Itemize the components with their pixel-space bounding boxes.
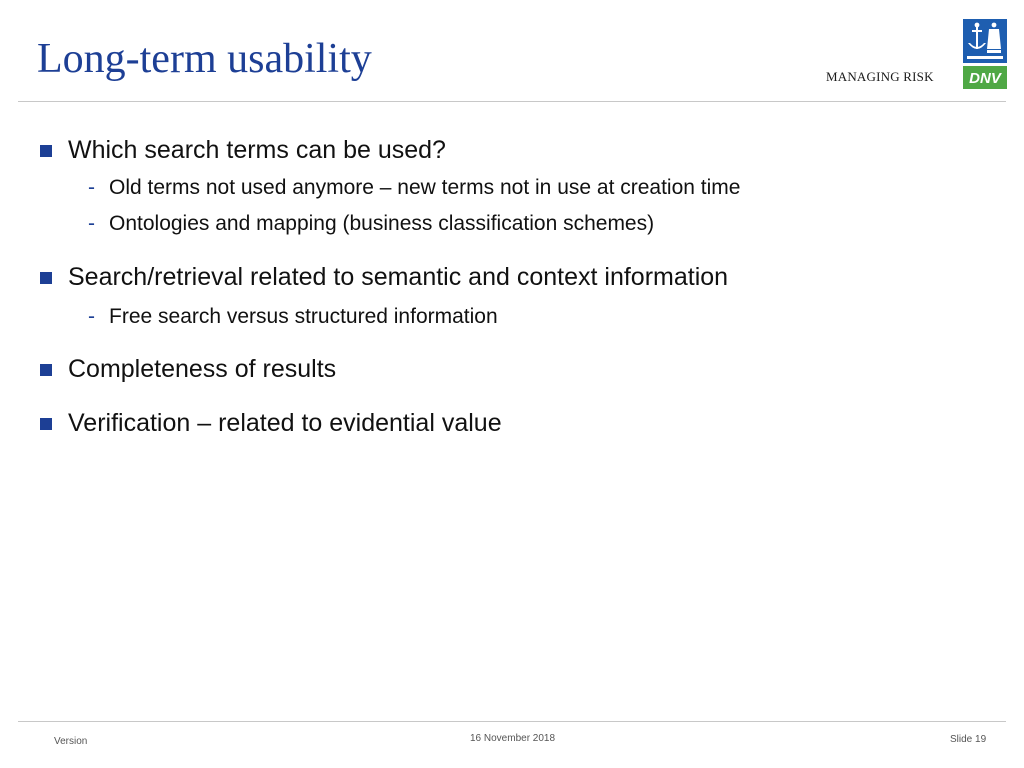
bullet-square-icon xyxy=(40,145,52,157)
footer-slide-number: Slide 19 xyxy=(950,734,987,745)
bullet-text: Which search terms can be used? xyxy=(68,136,446,164)
sub-bullet-item xyxy=(88,176,740,200)
dnv-logo-wordmark xyxy=(963,66,1007,89)
bullet-item xyxy=(40,136,446,165)
bullet-item xyxy=(40,263,728,292)
bullet-text: Search/retrieval related to semantic and context information xyxy=(68,263,729,291)
sub-bullet-dash: - xyxy=(88,305,95,328)
bullet-square-icon xyxy=(40,272,52,284)
dnv-logo-text: DNV xyxy=(969,70,1001,87)
sub-bullet-dash: - xyxy=(88,176,95,199)
managing-risk-tagline: MANAGING RISK xyxy=(826,69,934,84)
header-divider xyxy=(18,101,1006,102)
sub-bullet-item xyxy=(88,305,498,329)
footer-version: Version xyxy=(54,736,88,747)
sub-bullet-item xyxy=(88,212,654,236)
bullet-text: Verification – related to evidential value xyxy=(68,409,502,437)
bullet-square-icon xyxy=(40,364,52,376)
slide-title: Long-term usability xyxy=(37,36,372,82)
sub-bullet-text: Ontologies and mapping (business classification schemes) xyxy=(109,212,655,235)
sub-bullet-dash: - xyxy=(88,212,95,235)
footer-date: 16 November 2018 xyxy=(470,733,556,744)
sub-bullet-text: Old terms not used anymore – new terms not in use at creation time xyxy=(109,176,741,199)
footer-divider xyxy=(18,721,1006,722)
dnv-logo xyxy=(963,19,1007,89)
bullet-item xyxy=(40,409,502,438)
bullet-square-icon xyxy=(40,418,52,430)
bullet-item xyxy=(40,355,336,384)
sub-bullet-text: Free search versus structured information xyxy=(109,305,498,328)
bullet-text: Completeness of results xyxy=(68,355,337,383)
